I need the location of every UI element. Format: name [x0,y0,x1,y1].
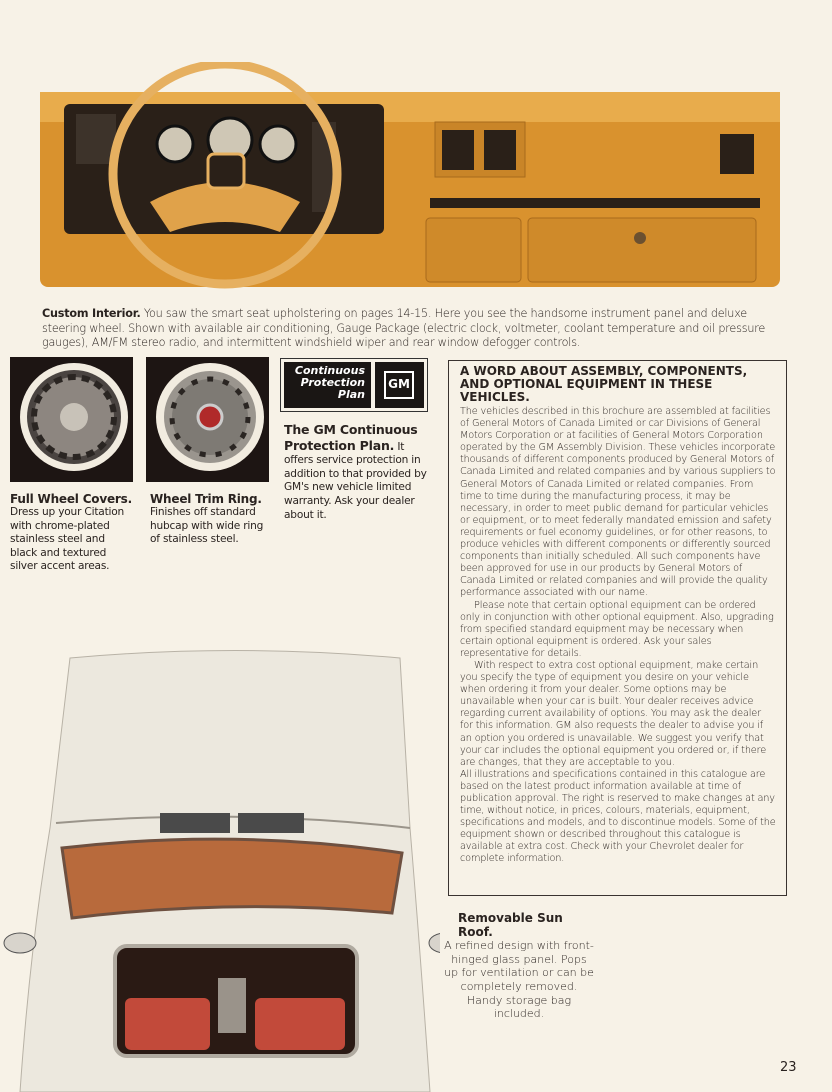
full-wheel-cover-photo [10,357,133,482]
notice-paragraph: The vehicles described in this brochure are assembled at facilities of General Motors of Canada Limited or car Divisions of General Motors Corporation or at facilities of General Motors Corporation operated by the GM Assembly Division. These vehicles incorporate thousands of different components produced by General Motors of Canada Limited and related companies and by various suppliers to General Motors of Canada Limited or related companies. From time to time during the manufacturing process, it may be necessary, in order to meet public demand for particular vehicles or equipment, or to meet federally mandated emission and safety requirements or fuel economy guidelines, or for other reasons, to produce vehicles with different components or differently sourced components than initially scheduled. All such components have been approved for use in our products by General Motors of Canada Limited or related companies and will provide the quality performance associated with our name. [460,406,776,599]
page-number: 23 [780,1060,797,1075]
notice-heading: A WORD ABOUT ASSEMBLY, COMPONENTS, AND OPTIONAL EQUIPMENT IN THESE VEHICLES. [460,364,748,404]
wheel-trim-ring-description: Wheel Trim Ring. Finishes off standard hubcap with wide ring of stainless steel. [150,492,264,546]
full-wheel-covers-description: Full Wheel Covers. Dress up your Citation with chrome-plated stainless steel and black and textured silver accent areas. [10,492,132,573]
sun-roof-car-photo [0,648,440,1092]
sun-roof-description: Removable Sun Roof. A refined design with front-hinged glass panel. Pops up for ventilation or can be completely removed. Handy storage bag included. [444,911,594,1021]
assembly-notice-box [448,360,787,896]
protection-plan-description: The GM Continuous Protection Plan. It offers service protection in addition to that provided by GM's new vehicle limited warranty. Ask your dealer about it. [284,422,427,521]
notice-paragraph: With respect to extra cost optional equipment, make certain you specify the type of equipment you desire on your vehicle when ordering it from your dealer. Some options may be unavailable when your car is built. Your dealer receives advice regarding current availability of options. You may ask the dealer for this information. GM also requests the dealer to advise you if an option you ordered is unavailable. We suggest you verify that your car includes the optional equipment you ordered or, if there are changes, that they are acceptable to you. [460,659,767,768]
custom-interior-caption: Custom Interior. You saw the smart seat upholstering on pages 14-15. Here you see the handsome instrument panel and deluxe steering wheel. Shown with available air conditioning, Gauge Package (electric clock, voltmeter, coolant temperature and oil pressure gauges), AM/FM stereo radio, and intermittent windshield wiper and rear window defogger controls. [42,307,766,350]
notice-paragraph: All illustrations and specifications contained in this catalogue are based on the latest product information available at time of publication approval. The right is reserved to make changes at any time, without notice, in prices, colours, materials, equipment, specifications and models, and to discontinue models. Some of the equipment shown or described throughout this catalogue is available at extra cost. Check with your Chevrolet dealer for complete information. [460,768,776,865]
gm-logo-icon: GM [375,362,424,408]
instrument-panel-photo [40,62,780,290]
notice-paragraph: Please note that certain optional equipment can be ordered only in conjunction with other optional equipment. Also, upgrading from specified standard equipment may be necessary when certain optional equipment is ordered. Ask your sales representative for details. [460,599,774,659]
wheel-trim-ring-photo [146,357,269,482]
gm-continuous-protection-plan-logo: Continuous Protection Plan GM [280,358,428,412]
